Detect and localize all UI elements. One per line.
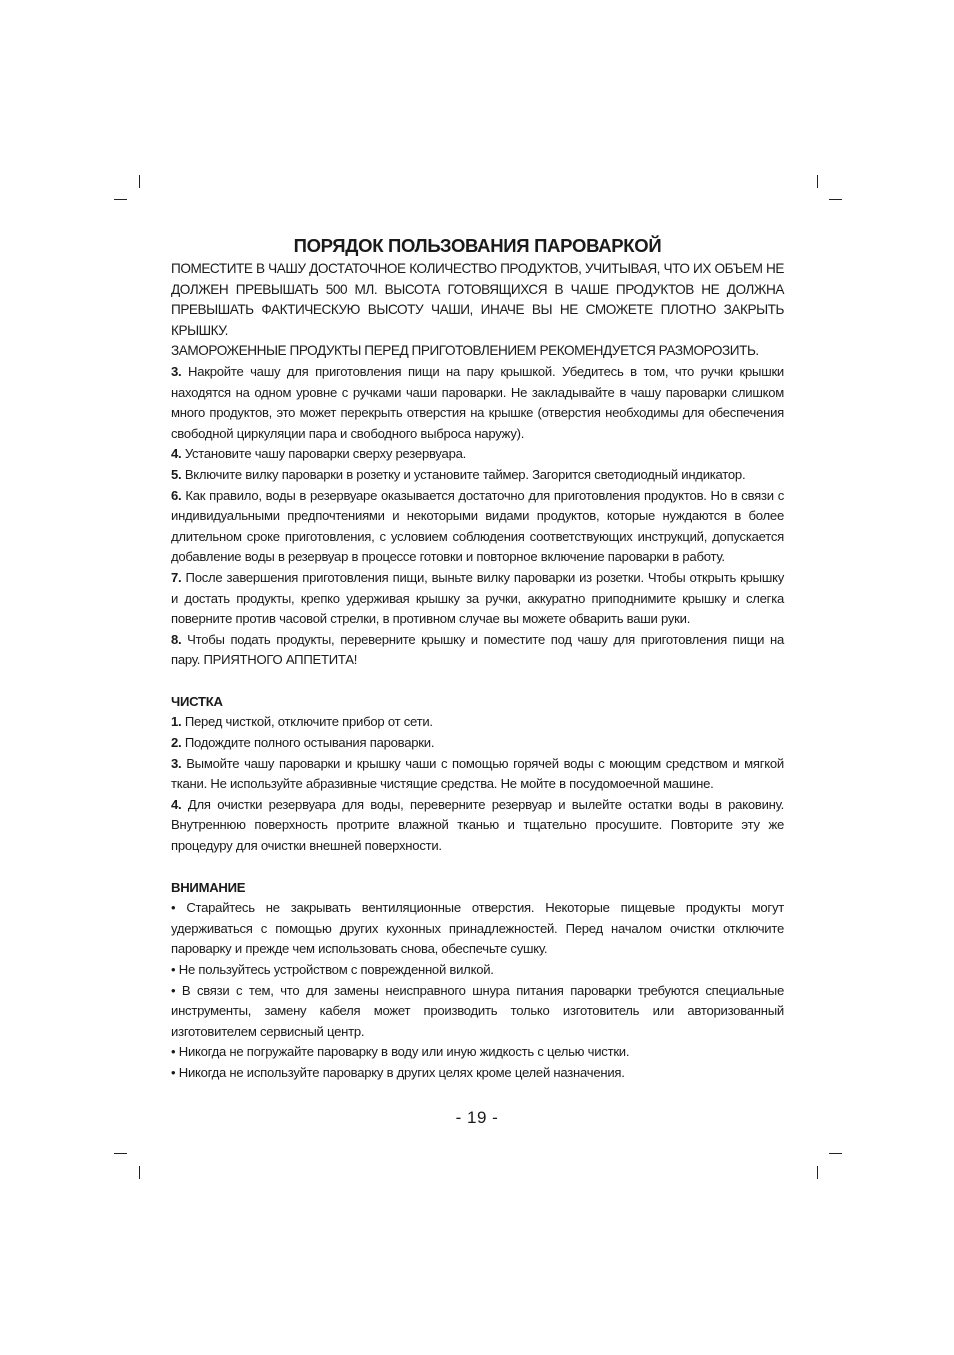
bullet-icon: •: [171, 962, 176, 977]
cleaning-step: 3. Вымойте чашу пароварки и крышку чаши с помощью горячей воды с моющим средством и мягкой ткани. Не используйте абразивные чистящие средства. Не мойте в посудомоечной машине.: [171, 755, 784, 792]
cleaning-step: 4. Для очистки резервуара для воды, переверните резервуар и вылейте остатки воды в раковину. Внутреннюю поверхность протрите влажной тканью и тщательно просушите. Повторите эту же процедуру для очистки внешней поверхности.: [171, 796, 784, 854]
usage-step: 7. После завершения приготовления пищи, выньте вилку пароварки из розетки. Чтобы открыть крышку и достать продукты, крепко удерживая крышку за ручки, аккуратно приподнимите крышку и слегка поверните против часовой стрелки, в противном случае вы можете обварить ваши руки.: [171, 569, 784, 627]
crop-mark-bottom-right-vertical: [817, 1166, 818, 1179]
attention-title: ВНИМАНИЕ: [171, 879, 246, 895]
bullet-icon: •: [171, 1064, 176, 1080]
intro-paragraph-frozen: ЗАМОРОЖЕННЫЕ ПРОДУКТЫ ПЕРЕД ПРИГОТОВЛЕНИЕМ РЕКОМЕНДУЕТСЯ РАЗМОРОЗИТЬ.: [171, 343, 759, 359]
page-number: - 19 -: [455, 1108, 499, 1127]
page-title: ПОРЯДОК ПОЛЬЗОВАНИЯ ПАРОВАРКОЙ: [293, 235, 662, 256]
bullet-icon: •: [171, 900, 176, 916]
usage-step: 8. Чтобы подать продукты, переверните крышку и поместите под чашу для приготовления пищи на пару. ПРИЯТНОГО АППЕТИТА!: [171, 631, 784, 668]
usage-step: 6. Как правило, воды в резервуаре оказывается достаточно для приготовления продуктов. Но в связи с индивидуальными предпочтениями и некоторыми видами продуктов, которые нуждаются в более длительном сроке приготовления, с условием соблюдения соответствующих инструкций, допускается добавление воды в резервуар в процессе готовки и повторное включение пароварки в работу.: [171, 487, 785, 565]
crop-mark-top-right-horizontal: [829, 199, 842, 200]
cleaning-step: 1. Перед чисткой, отключите прибор от сети.: [171, 714, 433, 730]
usage-step: 5. Включите вилку пароварки в розетку и установите таймер. Загорится светодиодный индикатор.: [171, 466, 746, 482]
crop-mark-top-right-vertical: [817, 175, 818, 188]
cleaning-title: ЧИСТКА: [171, 693, 223, 709]
crop-mark-bottom-right-horizontal: [829, 1153, 842, 1154]
crop-mark-top-left-horizontal: [114, 199, 127, 200]
usage-step: 3. Накройте чашу для приготовления пищи на пару крышкой. Убедитесь в том, что ручки крышки находятся на одном уровне с ручками чаши пароварки. Не закладывайте в чашу пароварки слишком много продуктов, это может перекрыть отверстия на крышке (отверстия необходимы для обеспечения свободной циркуляции пара и свободного выброса наружу).: [171, 363, 784, 441]
bullet-icon: •: [171, 1044, 176, 1060]
usage-steps: [171, 362, 784, 671]
attention-list: [171, 898, 784, 1083]
attention-item: • Старайтесь не закрывать вентиляционные отверстия. Некоторые пищевые продукты могут удерживаться с помощью других кухонных принадлежностей. Перед началом очистки отключите пароварку и прежде чем использовать снова, обеспечьте сушку.: [171, 900, 784, 957]
cleaning-steps: [171, 712, 784, 856]
intro-paragraph: ПОМЕСТИТЕ В ЧАШУ ДОСТАТОЧНОЕ КОЛИЧЕСТВО ПРОДУКТОВ, УЧИТЫВАЯ, ЧТО ИХ ОБЪЕМ НЕ ДОЛЖЕН ПРЕВЫШАТЬ 500 МЛ. ВЫСОТА ГОТОВЯЩИХСЯ В ЧАШЕ ПРОДУКТОВ НЕ ДОЛЖНА ПРЕВЫШАТЬ ФАКТИЧЕСКУЮ ВЫСОТУ ЧАШИ, ИНАЧЕ ВЫ НЕ СМОЖЕТЕ ПЛОТНО ЗАКРЫТЬ КРЫШКУ.: [171, 261, 784, 338]
crop-mark-top-left-vertical: [139, 175, 140, 188]
bullet-icon: •: [171, 982, 176, 998]
page-content: [171, 234, 784, 1084]
crop-mark-bottom-left-horizontal: [114, 1153, 127, 1154]
attention-item: • Не пользуйтесь устройством с поврежденной вилкой.: [171, 962, 494, 977]
attention-item: • В связи с тем, что для замены неисправного шнура питания пароварки требуются специальные инструменты, замену кабеля может производить только изготовитель или авторизованный изготовителем сервисный центр.: [171, 982, 785, 1039]
attention-item: • Никогда не погружайте пароварку в воду или иную жидкость с целью чистки.: [171, 1044, 630, 1060]
cleaning-step: 2. Подождите полного остывания пароварки.: [171, 735, 435, 751]
crop-mark-bottom-left-vertical: [139, 1166, 140, 1179]
attention-item: • Никогда не используйте пароварку в других целях кроме целей назначения.: [171, 1064, 625, 1080]
usage-step: 4. Установите чашу пароварки сверху резервуара.: [171, 446, 467, 462]
